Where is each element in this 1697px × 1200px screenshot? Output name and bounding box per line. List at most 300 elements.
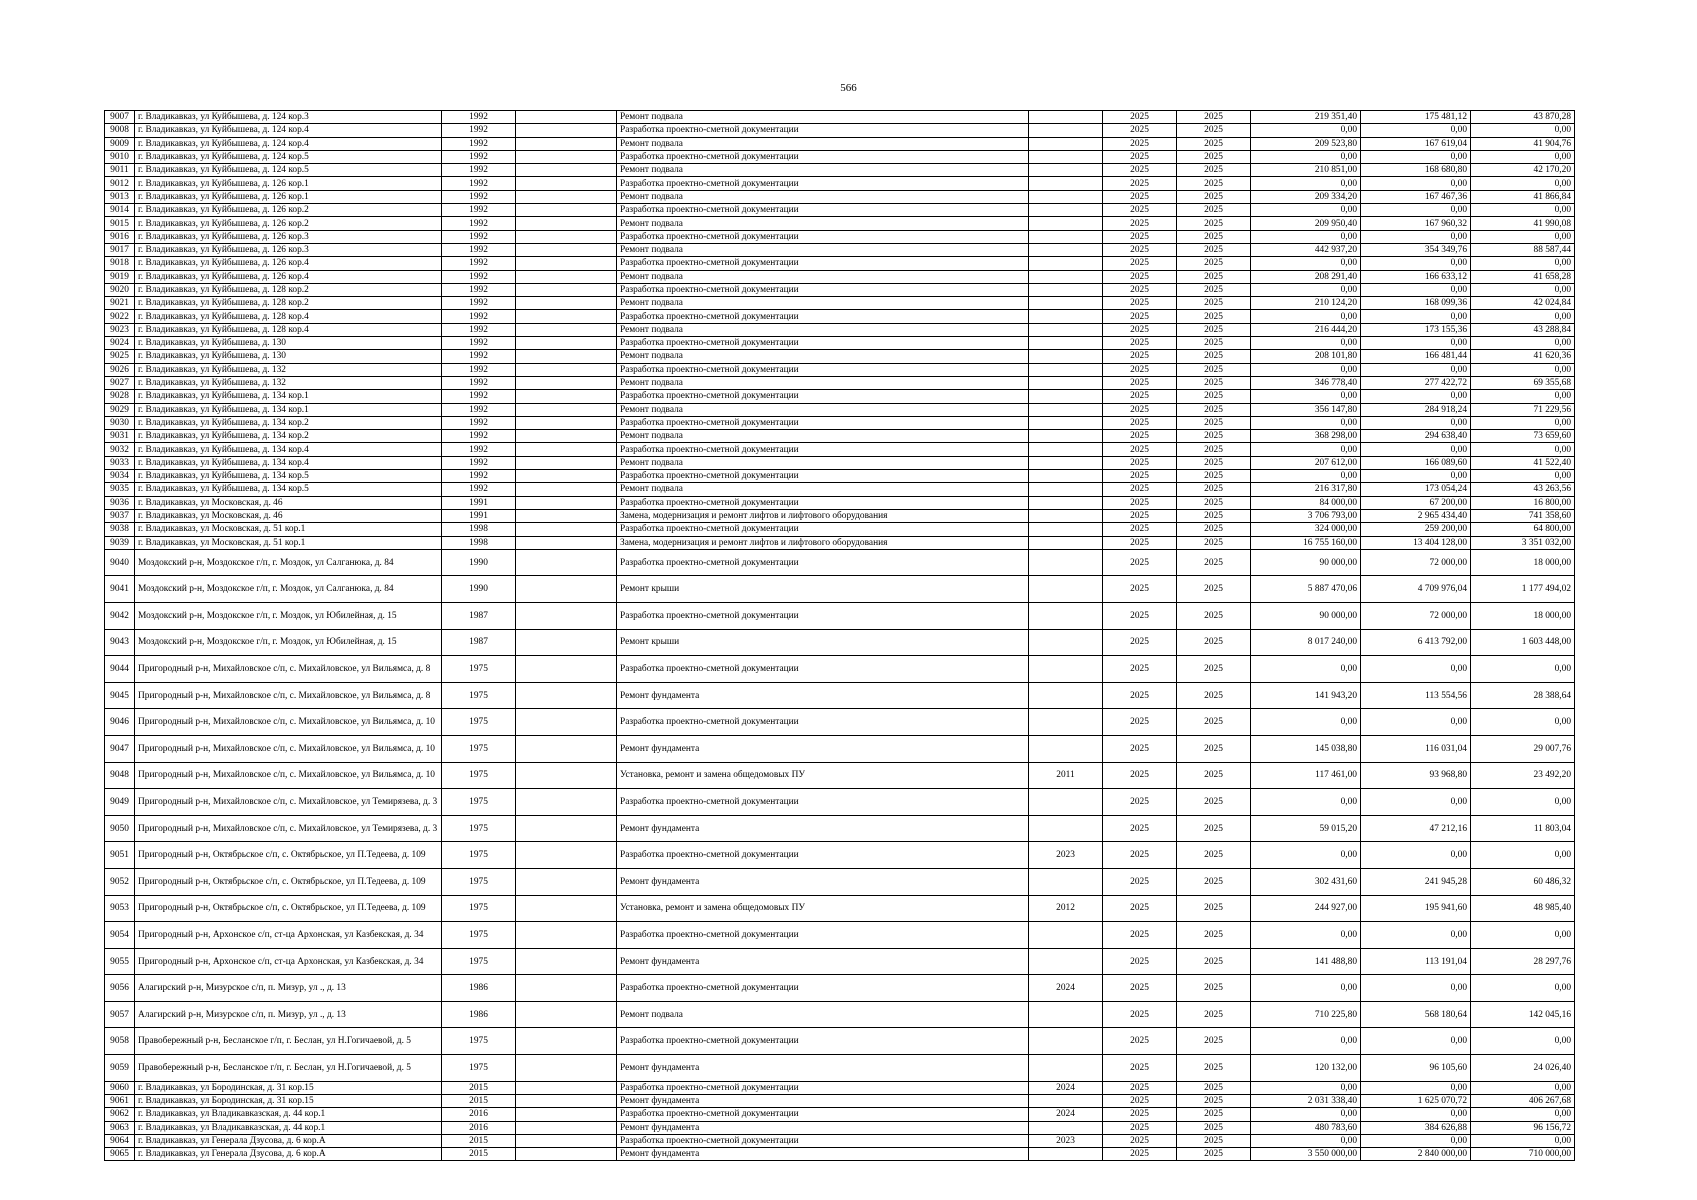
prior-year-cell [1029, 1001, 1103, 1028]
plan-end-cell: 2025 [1177, 975, 1251, 1002]
owner-share-cell: 0,00 [1471, 1081, 1575, 1094]
address-cell: г. Владикавказ, ул Куйбышева, д. 134 кор.2 [135, 416, 442, 429]
prior-year-cell [1029, 922, 1103, 949]
address-cell: Пригородный р-н, Михайловское с/п, с. Михайловское, ул Темирязева, д. 3 [135, 789, 442, 816]
total-cost-cell: 210 124,20 [1251, 297, 1361, 310]
plan-start-cell: 2025 [1103, 177, 1177, 190]
fund-share-cell: 167 467,36 [1361, 190, 1471, 203]
row-number: 9034 [105, 470, 135, 483]
build-year-cell: 1992 [442, 124, 516, 137]
plan-end-cell: 2025 [1177, 509, 1251, 522]
plan-start-cell: 2025 [1103, 403, 1177, 416]
total-cost-cell: 0,00 [1251, 1081, 1361, 1094]
plan-end-cell: 2025 [1177, 190, 1251, 203]
owner-share-cell: 1 603 448,00 [1471, 629, 1575, 656]
plan-start-cell: 2025 [1103, 948, 1177, 975]
prior-year-cell [1029, 523, 1103, 536]
fund-share-cell: 116 031,04 [1361, 735, 1471, 762]
plan-start-cell: 2025 [1103, 470, 1177, 483]
fund-share-cell: 0,00 [1361, 470, 1471, 483]
prior-year-cell [1029, 1028, 1103, 1055]
plan-end-cell: 2025 [1177, 576, 1251, 603]
address-cell: Моздокский р-н, Моздокское г/п, г. Моздок, ул Салганюка, д. 84 [135, 576, 442, 603]
work-type-cell: Установка, ремонт и замена общедомовых ПУ [617, 762, 1029, 789]
owner-share-cell: 88 587,44 [1471, 243, 1575, 256]
prior-year-cell [1029, 363, 1103, 376]
blank-cell [516, 948, 617, 975]
fund-share-cell: 0,00 [1361, 1028, 1471, 1055]
total-cost-cell: 0,00 [1251, 283, 1361, 296]
owner-share-cell: 29 007,76 [1471, 735, 1575, 762]
table-row [105, 376, 1575, 389]
table-row [105, 536, 1575, 549]
build-year-cell: 1992 [442, 456, 516, 469]
work-type-cell: Разработка проектно-сметной документации [617, 975, 1029, 1002]
build-year-cell: 1990 [442, 549, 516, 576]
work-type-cell: Разработка проектно-сметной документации [617, 602, 1029, 629]
plan-end-cell: 2025 [1177, 243, 1251, 256]
row-number: 9044 [105, 656, 135, 683]
blank-cell [516, 1081, 617, 1094]
fund-share-cell: 195 941,60 [1361, 895, 1471, 922]
address-cell: г. Владикавказ, ул Куйбышева, д. 126 кор.3 [135, 230, 442, 243]
table-row [105, 815, 1575, 842]
row-number: 9040 [105, 549, 135, 576]
table-row [105, 948, 1575, 975]
prior-year-cell [1029, 257, 1103, 270]
total-cost-cell: 209 523,80 [1251, 137, 1361, 150]
total-cost-cell: 0,00 [1251, 257, 1361, 270]
plan-end-cell: 2025 [1177, 403, 1251, 416]
owner-share-cell: 0,00 [1471, 656, 1575, 683]
work-type-cell: Ремонт фундамента [617, 815, 1029, 842]
plan-end-cell: 2025 [1177, 762, 1251, 789]
total-cost-cell: 346 778,40 [1251, 376, 1361, 389]
table-row [105, 1081, 1575, 1094]
build-year-cell: 1992 [442, 270, 516, 283]
prior-year-cell [1029, 456, 1103, 469]
table-row [105, 842, 1575, 869]
table-row [105, 177, 1575, 190]
row-number: 9013 [105, 190, 135, 203]
total-cost-cell: 59 015,20 [1251, 815, 1361, 842]
total-cost-cell: 216 317,80 [1251, 483, 1361, 496]
table-row [105, 350, 1575, 363]
plan-start-cell: 2025 [1103, 270, 1177, 283]
prior-year-cell: 2011 [1029, 762, 1103, 789]
plan-end-cell: 2025 [1177, 363, 1251, 376]
table-row [105, 762, 1575, 789]
build-year-cell: 1992 [442, 190, 516, 203]
plan-start-cell: 2025 [1103, 1134, 1177, 1147]
plan-end-cell: 2025 [1177, 948, 1251, 975]
address-cell: г. Владикавказ, ул Куйбышева, д. 124 кор.4 [135, 124, 442, 137]
prior-year-cell [1029, 483, 1103, 496]
blank-cell [516, 1134, 617, 1147]
prior-year-cell [1029, 629, 1103, 656]
total-cost-cell: 120 132,00 [1251, 1055, 1361, 1082]
plan-start-cell: 2025 [1103, 536, 1177, 549]
blank-cell [516, 243, 617, 256]
blank-cell [516, 1108, 617, 1121]
table-row [105, 1134, 1575, 1147]
prior-year-cell [1029, 709, 1103, 736]
fund-share-cell: 0,00 [1361, 789, 1471, 816]
blank-cell [516, 735, 617, 762]
fund-share-cell: 166 481,44 [1361, 350, 1471, 363]
plan-end-cell: 2025 [1177, 137, 1251, 150]
work-type-cell: Ремонт подвала [617, 164, 1029, 177]
plan-start-cell: 2025 [1103, 376, 1177, 389]
work-type-cell: Ремонт подвала [617, 1001, 1029, 1028]
plan-start-cell: 2025 [1103, 456, 1177, 469]
plan-end-cell: 2025 [1177, 602, 1251, 629]
plan-end-cell: 2025 [1177, 536, 1251, 549]
plan-start-cell: 2025 [1103, 496, 1177, 509]
work-type-cell: Ремонт фундамента [617, 1094, 1029, 1107]
blank-cell [516, 509, 617, 522]
plan-start-cell: 2025 [1103, 1108, 1177, 1121]
row-number: 9039 [105, 536, 135, 549]
address-cell: г. Владикавказ, ул Московская, д. 46 [135, 496, 442, 509]
fund-share-cell: 568 180,64 [1361, 1001, 1471, 1028]
prior-year-cell [1029, 948, 1103, 975]
total-cost-cell: 3 706 793,00 [1251, 509, 1361, 522]
plan-end-cell: 2025 [1177, 204, 1251, 217]
work-type-cell: Разработка проектно-сметной документации [617, 230, 1029, 243]
work-type-cell: Ремонт фундамента [617, 868, 1029, 895]
owner-share-cell: 28 388,64 [1471, 682, 1575, 709]
plan-end-cell: 2025 [1177, 1081, 1251, 1094]
plan-start-cell: 2025 [1103, 682, 1177, 709]
owner-share-cell: 41 522,40 [1471, 456, 1575, 469]
plan-end-cell: 2025 [1177, 1134, 1251, 1147]
plan-end-cell: 2025 [1177, 430, 1251, 443]
fund-share-cell: 0,00 [1361, 1108, 1471, 1121]
plan-start-cell: 2025 [1103, 350, 1177, 363]
prior-year-cell [1029, 350, 1103, 363]
blank-cell [516, 257, 617, 270]
work-type-cell: Ремонт подвала [617, 243, 1029, 256]
work-type-cell: Разработка проектно-сметной документации [617, 204, 1029, 217]
fund-share-cell: 384 626,88 [1361, 1121, 1471, 1134]
row-number: 9008 [105, 124, 135, 137]
row-number: 9058 [105, 1028, 135, 1055]
plan-end-cell: 2025 [1177, 257, 1251, 270]
build-year-cell: 1975 [442, 1028, 516, 1055]
plan-end-cell: 2025 [1177, 283, 1251, 296]
row-number: 9047 [105, 735, 135, 762]
address-cell: г. Владикавказ, ул Генерала Дзусова, д. 6 кор.А [135, 1148, 442, 1161]
table-row [105, 1148, 1575, 1161]
fund-share-cell: 6 413 792,00 [1361, 629, 1471, 656]
owner-share-cell: 0,00 [1471, 922, 1575, 949]
prior-year-cell: 2012 [1029, 895, 1103, 922]
blank-cell [516, 496, 617, 509]
owner-share-cell: 16 800,00 [1471, 496, 1575, 509]
fund-share-cell: 168 680,80 [1361, 164, 1471, 177]
plan-start-cell: 2025 [1103, 523, 1177, 536]
address-cell: Пригородный р-н, Архонское с/п, ст-ца Архонская, ул Казбекская, д. 34 [135, 948, 442, 975]
address-cell: г. Владикавказ, ул Бородинская, д. 31 кор.15 [135, 1081, 442, 1094]
plan-start-cell: 2025 [1103, 922, 1177, 949]
plan-end-cell: 2025 [1177, 443, 1251, 456]
fund-share-cell: 47 212,16 [1361, 815, 1471, 842]
total-cost-cell: 0,00 [1251, 363, 1361, 376]
table-row [105, 310, 1575, 323]
address-cell: г. Владикавказ, ул Владикавказская, д. 44 кор.1 [135, 1121, 442, 1134]
build-year-cell: 1992 [442, 363, 516, 376]
table-row [105, 337, 1575, 350]
fund-share-cell: 175 481,12 [1361, 111, 1471, 124]
plan-end-cell: 2025 [1177, 1001, 1251, 1028]
plan-end-cell: 2025 [1177, 842, 1251, 869]
table-row [105, 283, 1575, 296]
plan-end-cell: 2025 [1177, 150, 1251, 163]
row-number: 9010 [105, 150, 135, 163]
total-cost-cell: 244 927,00 [1251, 895, 1361, 922]
owner-share-cell: 43 288,84 [1471, 323, 1575, 336]
address-cell: г. Владикавказ, ул Куйбышева, д. 134 кор.5 [135, 470, 442, 483]
fund-share-cell: 72 000,00 [1361, 549, 1471, 576]
blank-cell [516, 297, 617, 310]
blank-cell [516, 1028, 617, 1055]
blank-cell [516, 470, 617, 483]
address-cell: Правобережный р-н, Бесланское г/п, г. Беслан, ул Н.Гогичаевой, д. 5 [135, 1055, 442, 1082]
address-cell: Моздокский р-н, Моздокское г/п, г. Моздок, ул Салганюка, д. 84 [135, 549, 442, 576]
total-cost-cell: 0,00 [1251, 124, 1361, 137]
row-number: 9064 [105, 1134, 135, 1147]
plan-start-cell: 2025 [1103, 789, 1177, 816]
row-number: 9065 [105, 1148, 135, 1161]
fund-share-cell: 1 625 070,72 [1361, 1094, 1471, 1107]
plan-end-cell: 2025 [1177, 390, 1251, 403]
row-number: 9015 [105, 217, 135, 230]
row-number: 9059 [105, 1055, 135, 1082]
address-cell: г. Владикавказ, ул Бородинская, д. 31 кор.15 [135, 1094, 442, 1107]
fund-share-cell: 167 619,04 [1361, 137, 1471, 150]
plan-start-cell: 2025 [1103, 1028, 1177, 1055]
prior-year-cell [1029, 124, 1103, 137]
plan-end-cell: 2025 [1177, 164, 1251, 177]
total-cost-cell: 0,00 [1251, 390, 1361, 403]
total-cost-cell: 0,00 [1251, 1028, 1361, 1055]
row-number: 9031 [105, 430, 135, 443]
total-cost-cell: 0,00 [1251, 1108, 1361, 1121]
plan-start-cell: 2025 [1103, 243, 1177, 256]
table-row [105, 1108, 1575, 1121]
plan-end-cell: 2025 [1177, 815, 1251, 842]
owner-share-cell: 0,00 [1471, 204, 1575, 217]
fund-share-cell: 0,00 [1361, 1081, 1471, 1094]
plan-end-cell: 2025 [1177, 922, 1251, 949]
build-year-cell: 1992 [442, 243, 516, 256]
blank-cell [516, 922, 617, 949]
prior-year-cell: 2024 [1029, 1081, 1103, 1094]
table-body [105, 111, 1575, 1161]
work-type-cell: Разработка проектно-сметной документации [617, 470, 1029, 483]
address-cell: г. Владикавказ, ул Куйбышева, д. 126 кор.4 [135, 270, 442, 283]
fund-share-cell: 0,00 [1361, 363, 1471, 376]
blank-cell [516, 576, 617, 603]
work-type-cell: Ремонт фундамента [617, 948, 1029, 975]
total-cost-cell: 302 431,60 [1251, 868, 1361, 895]
fund-share-cell: 166 633,12 [1361, 270, 1471, 283]
address-cell: Пригородный р-н, Октябрьское с/п, с. Октябрьское, ул П.Тедеева, д. 109 [135, 895, 442, 922]
prior-year-cell [1029, 323, 1103, 336]
fund-share-cell: 354 349,76 [1361, 243, 1471, 256]
prior-year-cell [1029, 470, 1103, 483]
row-number: 9051 [105, 842, 135, 869]
table-row [105, 111, 1575, 124]
owner-share-cell: 0,00 [1471, 1028, 1575, 1055]
prior-year-cell: 2024 [1029, 1108, 1103, 1121]
blank-cell [516, 230, 617, 243]
build-year-cell: 1975 [442, 1055, 516, 1082]
owner-share-cell: 41 658,28 [1471, 270, 1575, 283]
work-type-cell: Ремонт крыши [617, 629, 1029, 656]
total-cost-cell: 208 101,80 [1251, 350, 1361, 363]
work-type-cell: Ремонт подвала [617, 270, 1029, 283]
table-row [105, 975, 1575, 1002]
plan-end-cell: 2025 [1177, 483, 1251, 496]
fund-share-cell: 166 089,60 [1361, 456, 1471, 469]
prior-year-cell [1029, 310, 1103, 323]
address-cell: г. Владикавказ, ул Владикавказская, д. 44 кор.1 [135, 1108, 442, 1121]
fund-share-cell: 294 638,40 [1361, 430, 1471, 443]
address-cell: г. Владикавказ, ул Куйбышева, д. 134 кор.2 [135, 430, 442, 443]
blank-cell [516, 868, 617, 895]
blank-cell [516, 842, 617, 869]
blank-cell [516, 815, 617, 842]
total-cost-cell: 0,00 [1251, 416, 1361, 429]
plan-start-cell: 2025 [1103, 1001, 1177, 1028]
fund-share-cell: 72 000,00 [1361, 602, 1471, 629]
fund-share-cell: 0,00 [1361, 257, 1471, 270]
build-year-cell: 1990 [442, 576, 516, 603]
work-type-cell: Разработка проектно-сметной документации [617, 124, 1029, 137]
build-year-cell: 1992 [442, 177, 516, 190]
total-cost-cell: 141 488,80 [1251, 948, 1361, 975]
owner-share-cell: 96 156,72 [1471, 1121, 1575, 1134]
fund-share-cell: 0,00 [1361, 443, 1471, 456]
work-type-cell: Ремонт подвала [617, 350, 1029, 363]
work-type-cell: Ремонт фундамента [617, 735, 1029, 762]
table-row [105, 789, 1575, 816]
plan-start-cell: 2025 [1103, 390, 1177, 403]
blank-cell [516, 523, 617, 536]
plan-start-cell: 2025 [1103, 1148, 1177, 1161]
owner-share-cell: 73 659,60 [1471, 430, 1575, 443]
row-number: 9046 [105, 709, 135, 736]
address-cell: Правобережный р-н, Бесланское г/п, г. Беслан, ул Н.Гогичаевой, д. 5 [135, 1028, 442, 1055]
row-number: 9017 [105, 243, 135, 256]
owner-share-cell: 0,00 [1471, 1108, 1575, 1121]
build-year-cell: 1992 [442, 483, 516, 496]
fund-share-cell: 0,00 [1361, 709, 1471, 736]
address-cell: г. Владикавказ, ул Куйбышева, д. 128 кор.4 [135, 310, 442, 323]
total-cost-cell: 710 225,80 [1251, 1001, 1361, 1028]
row-number: 9052 [105, 868, 135, 895]
table-row [105, 483, 1575, 496]
table-row [105, 403, 1575, 416]
row-number: 9053 [105, 895, 135, 922]
table-row [105, 297, 1575, 310]
blank-cell [516, 270, 617, 283]
row-number: 9032 [105, 443, 135, 456]
fund-share-cell: 0,00 [1361, 150, 1471, 163]
prior-year-cell [1029, 297, 1103, 310]
owner-share-cell: 0,00 [1471, 975, 1575, 1002]
row-number: 9038 [105, 523, 135, 536]
work-type-cell: Разработка проектно-сметной документации [617, 310, 1029, 323]
owner-share-cell: 0,00 [1471, 363, 1575, 376]
plan-end-cell: 2025 [1177, 111, 1251, 124]
build-year-cell: 1992 [442, 430, 516, 443]
total-cost-cell: 216 444,20 [1251, 323, 1361, 336]
work-type-cell: Разработка проектно-сметной документации [617, 416, 1029, 429]
blank-cell [516, 536, 617, 549]
address-cell: г. Владикавказ, ул Куйбышева, д. 124 кор.4 [135, 137, 442, 150]
prior-year-cell [1029, 536, 1103, 549]
fund-share-cell: 113 554,56 [1361, 682, 1471, 709]
owner-share-cell: 69 355,68 [1471, 376, 1575, 389]
total-cost-cell: 442 937,20 [1251, 243, 1361, 256]
total-cost-cell: 0,00 [1251, 230, 1361, 243]
owner-share-cell: 0,00 [1471, 150, 1575, 163]
build-year-cell: 1998 [442, 536, 516, 549]
fund-share-cell: 0,00 [1361, 204, 1471, 217]
total-cost-cell: 0,00 [1251, 177, 1361, 190]
total-cost-cell: 324 000,00 [1251, 523, 1361, 536]
address-cell: Пригородный р-н, Архонское с/п, ст-ца Архонская, ул Казбекская, д. 34 [135, 922, 442, 949]
address-cell: г. Владикавказ, ул Куйбышева, д. 134 кор.1 [135, 390, 442, 403]
build-year-cell: 1987 [442, 602, 516, 629]
plan-start-cell: 2025 [1103, 363, 1177, 376]
table-row [105, 390, 1575, 403]
address-cell: Алагирский р-н, Мизурское с/п, п. Мизур, ул ., д. 13 [135, 1001, 442, 1028]
plan-start-cell: 2025 [1103, 164, 1177, 177]
table-row [105, 602, 1575, 629]
page-number: 566 [840, 82, 857, 94]
prior-year-cell [1029, 270, 1103, 283]
table-row [105, 509, 1575, 522]
address-cell: Пригородный р-н, Михайловское с/п, с. Михайловское, ул Темирязева, д. 3 [135, 815, 442, 842]
owner-share-cell: 0,00 [1471, 443, 1575, 456]
row-number: 9061 [105, 1094, 135, 1107]
build-year-cell: 1975 [442, 948, 516, 975]
owner-share-cell: 0,00 [1471, 124, 1575, 137]
plan-start-cell: 2025 [1103, 1081, 1177, 1094]
owner-share-cell: 41 904,76 [1471, 137, 1575, 150]
blank-cell [516, 363, 617, 376]
owner-share-cell: 0,00 [1471, 1134, 1575, 1147]
build-year-cell: 1992 [442, 164, 516, 177]
table-row [105, 496, 1575, 509]
total-cost-cell: 209 334,20 [1251, 190, 1361, 203]
work-type-cell: Ремонт подвала [617, 297, 1029, 310]
work-type-cell: Замена, модернизация и ремонт лифтов и лифтового оборудования [617, 536, 1029, 549]
owner-share-cell: 0,00 [1471, 337, 1575, 350]
address-cell: Пригородный р-н, Михайловское с/п, с. Михайловское, ул Вильямса, д. 10 [135, 709, 442, 736]
total-cost-cell: 0,00 [1251, 656, 1361, 683]
plan-start-cell: 2025 [1103, 217, 1177, 230]
blank-cell [516, 975, 617, 1002]
row-number: 9043 [105, 629, 135, 656]
prior-year-cell [1029, 177, 1103, 190]
owner-share-cell: 23 492,20 [1471, 762, 1575, 789]
build-year-cell: 1975 [442, 656, 516, 683]
